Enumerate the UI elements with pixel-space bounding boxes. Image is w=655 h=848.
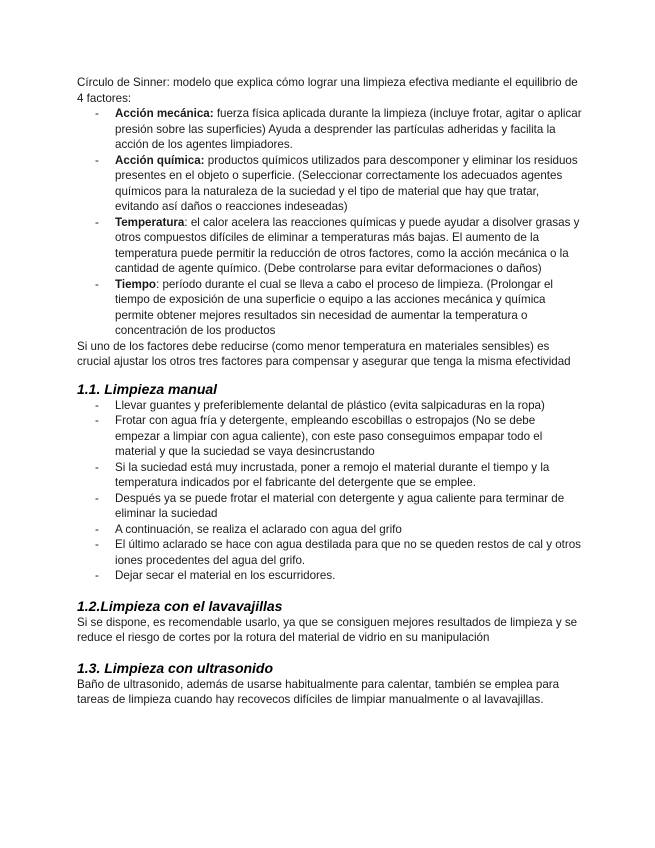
factor-desc: fuerza física aplicada durante la limpieza (incluye frotar, agitar o aplicar presión sobre las superficies) Ayuda a desprender las partículas adheridas y facilita la acción de los agentes limpiadores. bbox=[115, 107, 582, 151]
factor-term: Temperatura bbox=[115, 215, 185, 229]
list-item: - Dejar secar el material en los escurridores. bbox=[115, 568, 583, 584]
factor-desc: productos químicos utilizados para descomponer y eliminar los residuos presentes en el objeto o superficie. (Seleccionar correctamente los adecuados agentes químicos para la naturaleza de la suciedad y el tipo de material que hay que tratar, evitando así daños o reacciones indeseadas) bbox=[115, 153, 578, 213]
list-item: - El último aclarado se hace con agua destilada para que no se queden restos de cal y otros iones procedentes del agua del grifo. bbox=[115, 537, 583, 568]
list-item bbox=[115, 153, 583, 215]
list-item bbox=[115, 106, 583, 153]
list-item: - Frotar con agua fría y detergente, empleando escobillas o estropajos (No se debe empezar a limpiar con agua caliente), con este paso conseguimos empapar todo el material y que la suciedad se vaya desincrustando bbox=[115, 413, 583, 460]
lavavajillas-paragraph: Si se dispone, es recomendable usarlo, ya que se consiguen mejores resultados de limpieza y se reduce el riesgo de cortes por la rotura del material de vidrio en su manipulación bbox=[77, 615, 578, 644]
closing-paragraph: Si uno de los factores debe reducirse (como menor temperatura en materiales sensibles) es crucial ajustar los otros tres factores para compensar y asegurar que tenga la misma efectividad bbox=[77, 339, 571, 368]
manual-steps-list bbox=[77, 398, 583, 584]
section-heading-manual: 1.1. Limpieza manual bbox=[77, 380, 218, 397]
list-item bbox=[115, 277, 583, 339]
section-heading-ultrasonido: 1.3. Limpieza con ultrasonido bbox=[77, 659, 274, 676]
list-item: - A continuación, se realiza el aclarado con agua del grifo bbox=[115, 522, 583, 538]
ultrasonido-paragraph: Baño de ultrasonido, además de usarse habitualmente para calentar, también se emplea para tareas de limpieza cuando hay recovecos difíciles de limpiar manualmente o al lavavajillas. bbox=[77, 677, 560, 706]
list-item: - Después ya se puede frotar el material con detergente y agua caliente para terminar de eliminar la suciedad bbox=[115, 491, 583, 522]
section-heading-lavavajillas: 1.2.Limpieza con el lavavajillas bbox=[77, 597, 283, 614]
list-item bbox=[115, 215, 583, 277]
factor-term: Acción mecánica: bbox=[115, 107, 214, 120]
intro-paragraph: Círculo de Sinner: modelo que explica cómo lograr una limpieza efectiva mediante el equilibrio de 4 factores: bbox=[77, 76, 578, 105]
list-item: - Si la suciedad está muy incrustada, poner a remojo el material durante el tiempo y la temperatura indicados por el fabricante del detergente que se emplee. bbox=[115, 460, 583, 491]
document-page bbox=[77, 75, 583, 708]
list-item: - Llevar guantes y preferiblemente delantal de plástico (evita salpicaduras en la ropa) bbox=[115, 398, 583, 414]
factor-term: Tiempo bbox=[115, 277, 157, 291]
factor-desc: : el calor acelera las reacciones químicas y puede ayudar a disolver grasas y otros compuestos difíciles de eliminar a temperaturas más bajas. El aumento de la temperatura puede permitir la reducción de otros factores, como la acción mecánica o la cantidad de agente químico. (Debe controlarse para evitar deformaciones o daños) bbox=[115, 215, 580, 275]
factor-desc: : período durante el cual se lleva a cabo el proceso de limpieza. (Prolongar el tiempo de exposición de una superficie o equipo a las acciones mecánica y química permite obtener mejores resultados sin necesidad de aumentar la temperatura o concentración de los productos bbox=[115, 277, 554, 337]
factors-list bbox=[77, 106, 583, 339]
factor-term: Acción química: bbox=[115, 153, 205, 167]
